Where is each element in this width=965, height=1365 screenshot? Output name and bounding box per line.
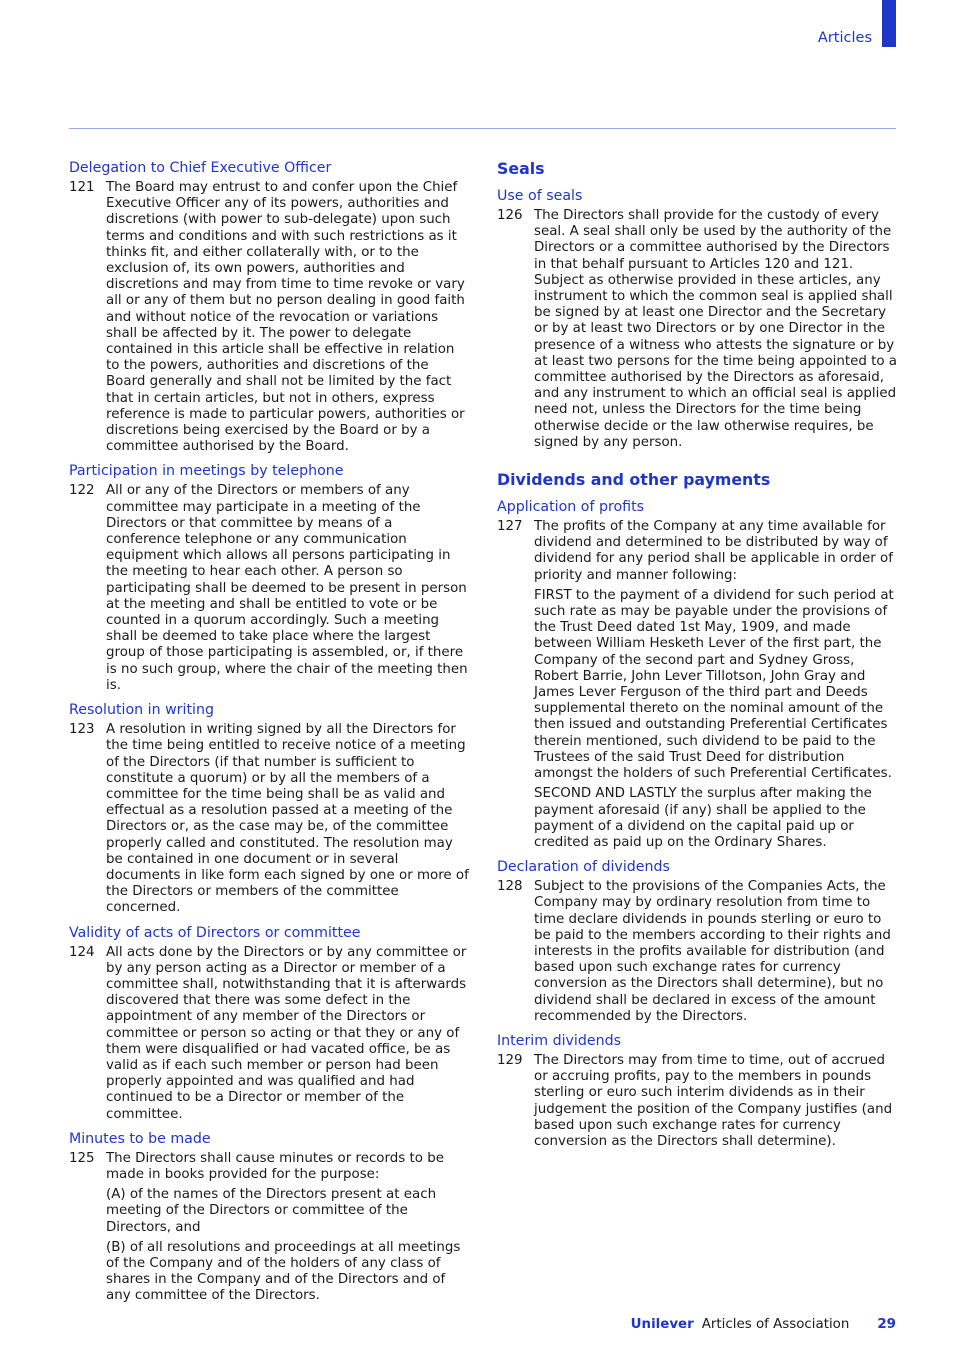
article-clause: (A) of the names of the Directors present at each meeting of the Directors or committee of the Directors, and bbox=[106, 1187, 437, 1235]
subheading: Delegation to Chief Executive Officer bbox=[69, 160, 332, 176]
article-text: All or any of the Directors or members of any committee may participate in a meeting of the Directors or that committee by means of a conference telephone or any communication equipment which allows all persons participating in the meeting to hear each other. A person so participating shall be deemed to be present in person at the meeting and shall be entitled to vote or be counted in a quorum accordingly. Such a meeting shall be deemed to take place where the largest group of those participating is assembled, or, if there is no such group, where the chair of the meeting then is. bbox=[106, 483, 468, 693]
article-124-section bbox=[69, 924, 469, 1123]
subheading: Resolution in writing bbox=[69, 702, 214, 719]
subheading: Use of seals bbox=[497, 188, 583, 204]
article-text: Subject to the provisions of the Companies Acts, the Company may by ordinary resolution from time to time declare dividends in pounds sterling or euro to be paid to the members according to their rights and interests in the profits available for distribution (and based upon such exchange rates for currency conversion as the Directors shall determine), but no dividend shall be declared in excess of the amount recommended by the Directors. bbox=[534, 879, 891, 1024]
header-divider bbox=[69, 128, 896, 129]
article bbox=[69, 722, 469, 916]
article bbox=[69, 483, 469, 694]
article-text: The profits of the Company at any time available for dividend and determined to be distributed by way of dividend for any period shall be applicable in order of priority and manner following: bbox=[534, 519, 893, 583]
subheading: Declaration of dividends bbox=[497, 859, 670, 876]
article bbox=[497, 519, 897, 851]
article bbox=[497, 1053, 897, 1150]
page-footer bbox=[631, 1316, 896, 1334]
footer-document-title: Articles of Association bbox=[701, 1317, 850, 1332]
article-text: The Directors shall provide for the custody of every seal. A seal shall only be used by the authority of the Directors or a committee authorised by the Directors in that behalf pursuant to Articles 120 and 121. Subject as otherwise provided in these articles, any instrument to which the common seal is applied shall be signed by at least one Director and the Secretary or by at least two Directors or by one Director in the presence of a witness who attests the signature or by at least two persons for the time being appointed to a committee authorised by the Directors as aforesaid, and any instrument to which an official seal is applied need not, unless the Directors for the time being otherwise decide or the law otherwise requires, be signed by any person. bbox=[534, 208, 898, 450]
article-text: The Board may entrust to and confer upon the Chief Executive Officer any of its powers, authorities and discretions (with power to sub-delegate) upon such terms and conditions and with such restrictions as it thinks fit, and either collaterally with, or to the exclusion of, its own powers, authorities and discretions and may from time to time revoke or vary all or any of them but no person dealing in good faith and without notice of the revocation or variations shall be affected by it. The power to delegate contained in this article shall be effective in relation to the powers, authorities and discretions of the Board generally and shall not be limited by the fact that in certain articles, but not in others, express reference is made to particular powers, authorities or discretions being exercised by the Board or by a committee authorised by the Board. bbox=[106, 180, 465, 455]
article-body bbox=[534, 879, 897, 1025]
subheading: Participation in meetings by telephone bbox=[69, 463, 344, 480]
article-number: 123 bbox=[69, 722, 95, 738]
article-body bbox=[534, 1053, 897, 1150]
article bbox=[69, 945, 469, 1123]
article-126-section bbox=[497, 187, 897, 451]
page-number: 29 bbox=[877, 1317, 896, 1332]
article-text: The Directors shall cause minutes or records to be made in books provided for the purpose: bbox=[106, 1150, 444, 1182]
article-number: 125 bbox=[69, 1150, 95, 1166]
article-text: All acts done by the Directors or by any committee or by any person acting as a Director or member of a committee shall, notwithstanding that it is afterwards discovered that there was some defect in the appointment of any member of the Directors or committee or person so acting or that they or any of them were disqualified or had vacated office, be as valid as if each such member or person had been properly appointed and was qualified and had continued to be a Director or member of the committee. bbox=[106, 944, 467, 1122]
article-clause: SECOND AND LASTLY the surplus after making the payment aforesaid (if any) shall be applied to the payment of a dividend on the capital paid up or credited as paid up on the Ordinary Shares. bbox=[534, 786, 872, 850]
section-title-seals: Seals bbox=[497, 159, 545, 178]
footer-brand: Unilever bbox=[630, 1317, 694, 1332]
article-121-section bbox=[69, 159, 469, 455]
article-body bbox=[534, 519, 897, 851]
article-number: 129 bbox=[497, 1052, 523, 1068]
article bbox=[69, 1151, 469, 1305]
article-128-section bbox=[497, 858, 897, 1025]
article-number: 121 bbox=[69, 180, 95, 195]
article bbox=[497, 879, 897, 1025]
article-body bbox=[106, 180, 469, 455]
running-header: Articles bbox=[817, 30, 872, 46]
article-123-section bbox=[69, 701, 469, 916]
subheading: Application of profits bbox=[497, 499, 645, 516]
article-122-section bbox=[69, 462, 469, 694]
article-number: 124 bbox=[69, 944, 95, 960]
article-number: 128 bbox=[497, 879, 523, 895]
article-clause: FIRST to the payment of a dividend for such period at such rate as may be payable under the provisions of the Trust Deed dated 1st May, 1909, and made between William Hesketh Lever of the first part, the Company of the second part and Sydney Gross, Robert Barrie, John Lever Tillotson, John Gray and James Lever Ferguson of the third part and Deeds supplemental thereto on the nominal amount of the then issued and outstanding Preferential Certificates therein mentioned, such dividend to be paid to the Trustees of the said Trust Deed for distribution amongst the holders of such Preferential Certificates. bbox=[534, 587, 894, 782]
article-text: A resolution in writing signed by all the Directors for the time being entitled to receive notice of a meeting of the Directors (if that number is sufficient to constitute a quorum) or by all the members of a committee for the time being shall be as valid and effectual as a resolution passed at a meeting of the Directors or, as the case may be, of the committee properly called and constituted. The resolution may be contained in one document or in several documents in like form each signed by one or more of the Directors or members of the committee concerned. bbox=[106, 722, 469, 916]
article-number: 126 bbox=[497, 208, 523, 223]
article-129-section bbox=[497, 1032, 897, 1150]
article-clause: (B) of all resolutions and proceedings at all meetings of the Company and of the holders of any class of shares in the Company and of the Directors and of any committee of the Directors. bbox=[106, 1239, 461, 1304]
left-column bbox=[69, 159, 469, 1305]
article bbox=[497, 208, 897, 451]
article bbox=[69, 180, 469, 455]
subheading: Interim dividends bbox=[497, 1032, 621, 1049]
right-column bbox=[497, 159, 897, 1150]
article-body bbox=[106, 483, 469, 694]
subheading: Minutes to be made bbox=[69, 1130, 211, 1147]
article-125-section bbox=[69, 1130, 469, 1305]
section-title-dividends: Dividends and other payments bbox=[497, 470, 771, 490]
article-body bbox=[106, 1151, 469, 1305]
article-body bbox=[534, 208, 897, 451]
article-body bbox=[106, 722, 469, 916]
section-tab-marker bbox=[882, 0, 896, 47]
article-body bbox=[106, 945, 469, 1123]
article-number: 122 bbox=[69, 483, 95, 499]
article-number: 127 bbox=[497, 519, 523, 535]
article-text: The Directors may from time to time, out of accrued or accruing profits, pay to the members in pounds sterling or euro such interim dividends as in their judgement the position of the Company justifies (and based upon such exchange rates for currency conversion as the Directors shall determine). bbox=[534, 1052, 893, 1149]
article-127-section bbox=[497, 498, 897, 851]
subheading: Validity of acts of Directors or committee bbox=[69, 924, 361, 941]
